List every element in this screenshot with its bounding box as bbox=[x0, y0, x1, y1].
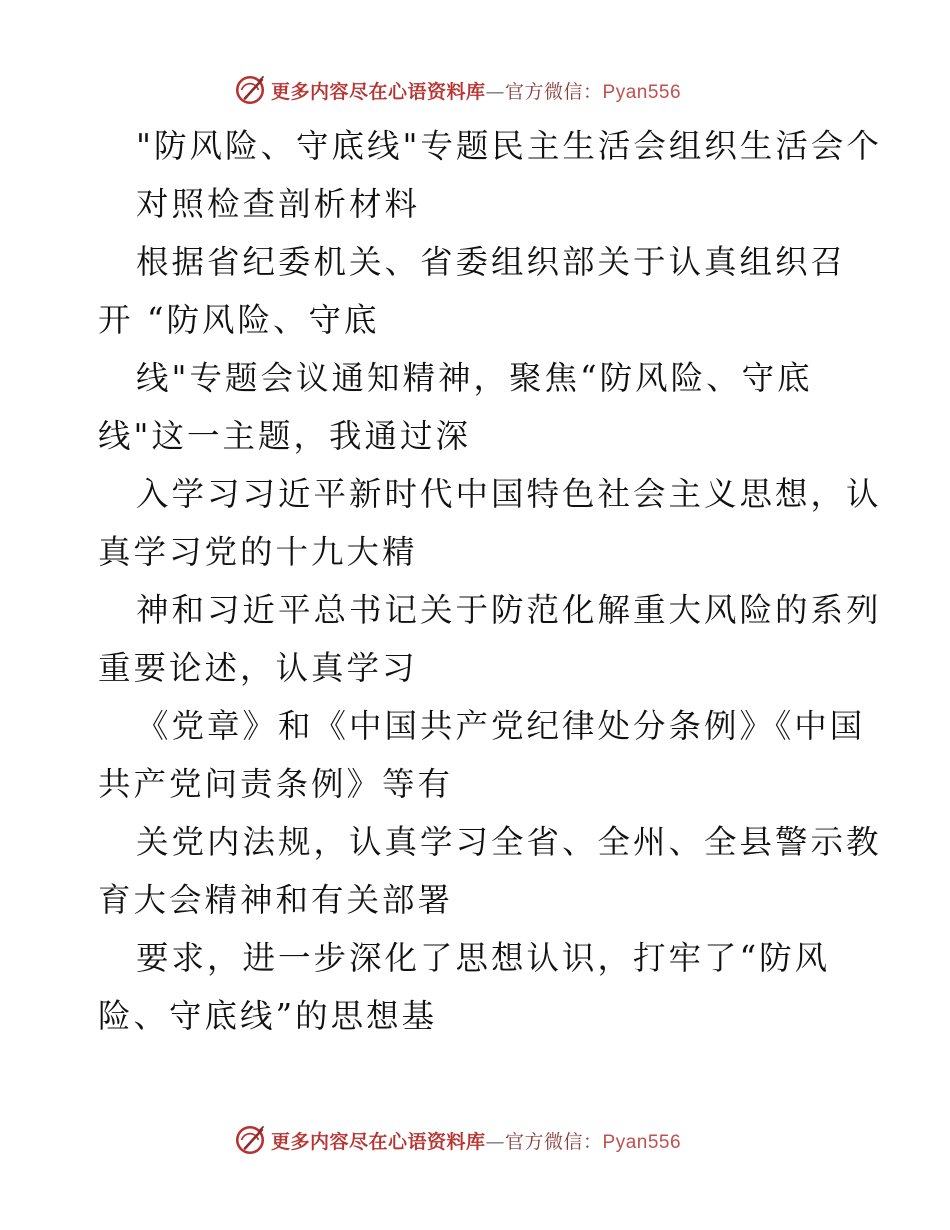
header-separator: — bbox=[485, 80, 506, 103]
footer-brand: 更多内容尽在心语资料库 bbox=[271, 1130, 486, 1153]
paragraph-line: 线"专题会议通知精神，聚焦“防风险、守底 bbox=[136, 359, 813, 397]
paragraph-line: 要求，进一步深化了思想认识，打牢了“防风 bbox=[136, 939, 831, 977]
paragraph-line: 神和习近平总书记关于防范化解重大风险的系列 bbox=[136, 591, 882, 629]
logo-icon bbox=[233, 1123, 267, 1157]
paragraph-line: 开 “防风险、守底 bbox=[98, 301, 380, 339]
title-line-1: "防风险、守底线"专题民主生活会组织生活会个 bbox=[136, 127, 882, 165]
footer-banner bbox=[0, 1120, 950, 1160]
paragraph-line: 真学习党的十九大精 bbox=[98, 533, 418, 571]
paragraph-line: 关党内法规，认真学习全省、全州、全县警示教 bbox=[136, 823, 882, 861]
paragraph-line: 险、守底线”的思想基 bbox=[98, 997, 438, 1035]
title-line-2: 对照检查剖析材料 bbox=[136, 185, 421, 223]
paragraph-line: 《党章》和《中国共产党纪律处分条例》《中国 bbox=[136, 707, 866, 745]
header-wechat-id: Pyan556 bbox=[602, 81, 682, 103]
footer-text bbox=[271, 1127, 681, 1154]
paragraph-line: 根据省纪委机关、省委组织部关于认真组织召 bbox=[136, 243, 847, 281]
footer-separator: — bbox=[485, 1130, 506, 1153]
header-brand: 更多内容尽在心语资料库 bbox=[271, 80, 486, 103]
paragraph-line: 线"这一主题，我通过深 bbox=[98, 417, 471, 455]
footer-wechat-id: Pyan556 bbox=[602, 1131, 682, 1153]
footer-wechat-label: 官方微信： bbox=[505, 1130, 603, 1153]
paragraph-line: 重要论述，认真学习 bbox=[98, 649, 418, 687]
logo-icon bbox=[233, 73, 267, 107]
header-text bbox=[271, 77, 681, 104]
header-wechat-label: 官方微信： bbox=[505, 80, 603, 103]
paragraph-line: 育大会精神和有关部署 bbox=[98, 881, 454, 919]
paragraph-line: 入学习习近平新时代中国特色社会主义思想，认 bbox=[136, 475, 882, 513]
paragraph-line: 共产党问责条例》等有 bbox=[98, 765, 454, 803]
header-banner bbox=[0, 70, 950, 110]
